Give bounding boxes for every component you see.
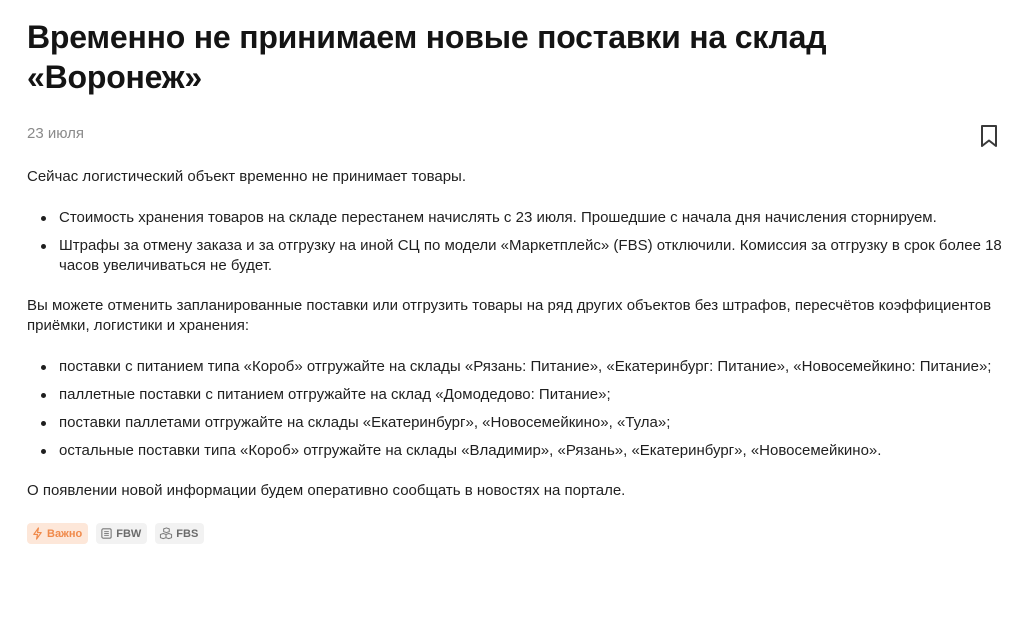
tag-fbs[interactable] [155, 523, 204, 544]
tag-important[interactable] [27, 523, 88, 544]
news-article [27, 0, 1002, 544]
tag-list [27, 523, 1002, 544]
article-body [27, 167, 1002, 501]
tag-fbw[interactable] [96, 523, 147, 544]
article-meta [27, 121, 1002, 151]
list-item: Стоимость хранения товаров на складе перестанем начислять с 23 июля. Прошедшие с начала дня начисления сторнируем. [59, 208, 1002, 228]
list-item: остальные поставки типа «Короб» отгружайте на склады «Владимир», «Рязань», «Екатеринбург», «Новосемейкино». [59, 441, 1002, 461]
tag-label: FBW [116, 527, 142, 540]
warehouses-list [27, 357, 1002, 461]
outro-paragraph: О появлении новой информации будем оперативно сообщать в новостях на портале. [27, 482, 626, 499]
tag-label: Важно [47, 527, 83, 540]
middle-paragraph: Вы можете отменить запланированные поставки или отгрузить товары на ряд других объектов без штрафов, пересчётов коэффициентов приёмки, логистики и хранения: [27, 297, 992, 334]
page-title: Временно не принимаем новые поставки на склад «Воронеж» [27, 19, 827, 95]
list-item: Штрафы за отмену заказа и за отгрузку на иной СЦ по модели «Маркетплейс» (FBS) отключили. Комиссия за отгрузку в срок более 18 часов увеличиваться не будет. [59, 237, 1002, 274]
tag-label: FBS [176, 527, 199, 540]
conditions-list [27, 208, 1002, 276]
bookmark-button[interactable] [976, 121, 1002, 151]
warehouse-icon [100, 527, 113, 540]
boxes-icon [159, 527, 173, 540]
intro-paragraph: Сейчас логистический объект временно не принимает товары. [27, 168, 467, 185]
list-item: поставки паллетами отгружайте на склады «Екатеринбург», «Новосемейкино», «Тула»; [59, 413, 1002, 433]
list-item: поставки с питанием типа «Короб» отгружайте на склады «Рязань: Питание», «Екатеринбург: Питание», «Новосемейкино: Питание»; [59, 357, 1002, 377]
publish-date: 23 июля [27, 125, 85, 142]
list-item: паллетные поставки с питанием отгружайте на склад «Домодедово: Питание»; [59, 385, 1002, 405]
lightning-icon [31, 527, 44, 540]
bookmark-icon [980, 124, 998, 148]
